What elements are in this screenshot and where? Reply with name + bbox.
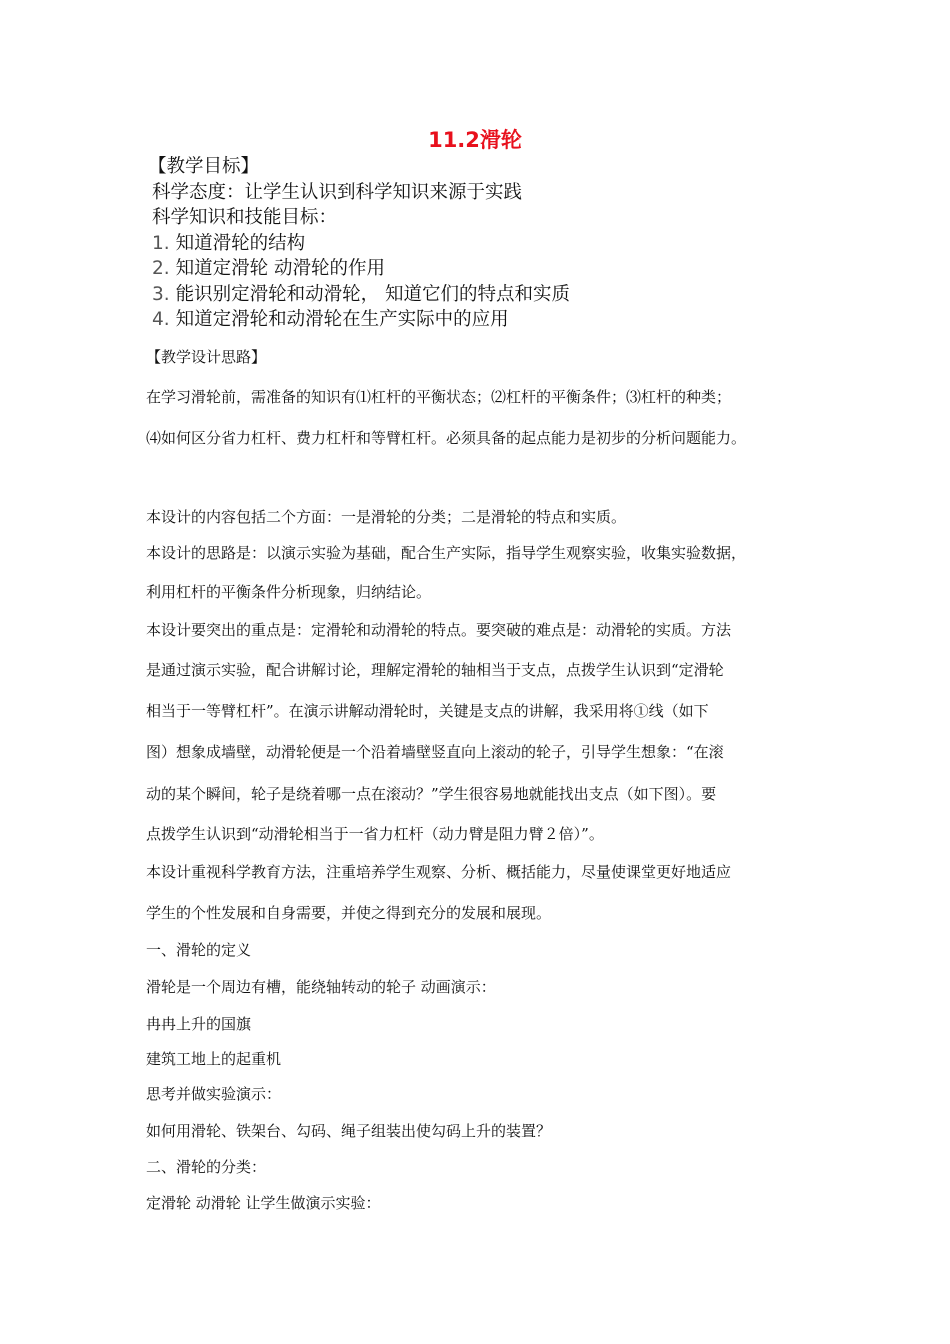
objective-item xyxy=(152,282,672,308)
design-paragraph-line: 在学习滑轮前，需准备的知识有⑴杠杆的平衡状态；⑵杠杆的平衡条件；⑶杠杆的种类； xyxy=(146,388,732,406)
objective-item xyxy=(152,231,672,257)
design-paragraph-line: 本设计重视科学教育方法，注重培养学生观察、分析、概括能力，尽量使课堂更好地适应 xyxy=(146,863,732,881)
design-paragraph-line: 利用杠杆的平衡条件分析现象，归纳结论。 xyxy=(146,583,432,601)
design-heading: 【教学设计思路】 xyxy=(146,348,267,366)
attitude-objective: 科学态度：让学生认识到科学知识来源于实践 xyxy=(152,181,523,203)
design-paragraph-line: 动的某个瞬间，轮子是绕着哪一点在滚动？”学生很容易地就能找出支点（如下图）。要 xyxy=(146,785,717,803)
objectives-heading: 【教学目标】 xyxy=(148,156,260,177)
knowledge-heading: 科学知识和技能目标： xyxy=(152,207,338,228)
example-flag: 冉冉上升的国旗 xyxy=(146,1015,252,1033)
experiment-prompt: 思考并做实验演示： xyxy=(146,1085,282,1103)
objective-number: 1. xyxy=(152,232,170,254)
objective-text: 知道定滑轮 动滑轮的作用 xyxy=(175,258,386,279)
design-paragraph-line: 相当于一等臂杠杆”。在演示讲解动滑轮时，关键是支点的讲解，我采用将①线（如下 xyxy=(146,702,709,720)
experiment-question: 如何用滑轮、铁架台、勾码、绳子组装出使勾码上升的装置？ xyxy=(146,1122,552,1140)
design-paragraph-line: 点拨学生认识到“动滑轮相当于一省力杠杆（动力臂是阻力臂２倍）”。 xyxy=(146,825,604,843)
teaching-objectives xyxy=(148,154,672,333)
objective-number: 4. xyxy=(152,309,170,330)
design-paragraph-line: ⑷如何区分省力杠杆、费力杠杆和等臂杠杆。必须具备的起点能力是初步的分析问题能力。 xyxy=(146,429,747,447)
objective-item xyxy=(152,307,672,333)
page-title: 11.2滑轮 xyxy=(428,128,522,152)
objective-number: 2. xyxy=(152,258,170,279)
classification-text: 定滑轮 动滑轮 让学生做演示实验： xyxy=(146,1194,381,1212)
design-paragraph-line: 是通过演示实验，配合讲解讨论，理解定滑轮的轴相当于支点，点拨学生认识到“定滑轮 xyxy=(146,661,724,679)
section-definition-heading: 一、滑轮的定义 xyxy=(146,941,252,959)
design-paragraph-line: 学生的个性发展和自身需要，并使之得到充分的发展和展现。 xyxy=(146,904,552,922)
section-classification-heading: 二、滑轮的分类： xyxy=(146,1158,267,1176)
objective-text: 能识别定滑轮和动滑轮， 知道它们的特点和实质 xyxy=(175,283,571,305)
objective-text: 知道定滑轮和动滑轮在生产实际中的应用 xyxy=(175,309,509,330)
design-paragraph-line: 本设计的思路是：以演示实验为基础，配合生产实际，指导学生观察实验，收集实验数据， xyxy=(146,544,747,562)
design-paragraph-line: 本设计要突出的重点是：定滑轮和动滑轮的特点。要突破的难点是：动滑轮的实质。方法 xyxy=(146,621,732,639)
definition-text: 滑轮是一个周边有槽，能绕轴转动的轮子 动画演示： xyxy=(146,978,496,996)
example-crane: 建筑工地上的起重机 xyxy=(146,1050,282,1068)
objective-text: 知道滑轮的结构 xyxy=(175,232,306,254)
design-paragraph-line: 图）想象成墙壁，动滑轮便是一个沿着墙壁竖直向上滚动的轮子，引导学生想象：“在滚 xyxy=(146,743,724,761)
design-paragraph-line: 本设计的内容包括二个方面：一是滑轮的分类；二是滑轮的特点和实质。 xyxy=(146,508,627,526)
objective-item xyxy=(152,256,672,282)
objective-number: 3. xyxy=(152,283,170,305)
